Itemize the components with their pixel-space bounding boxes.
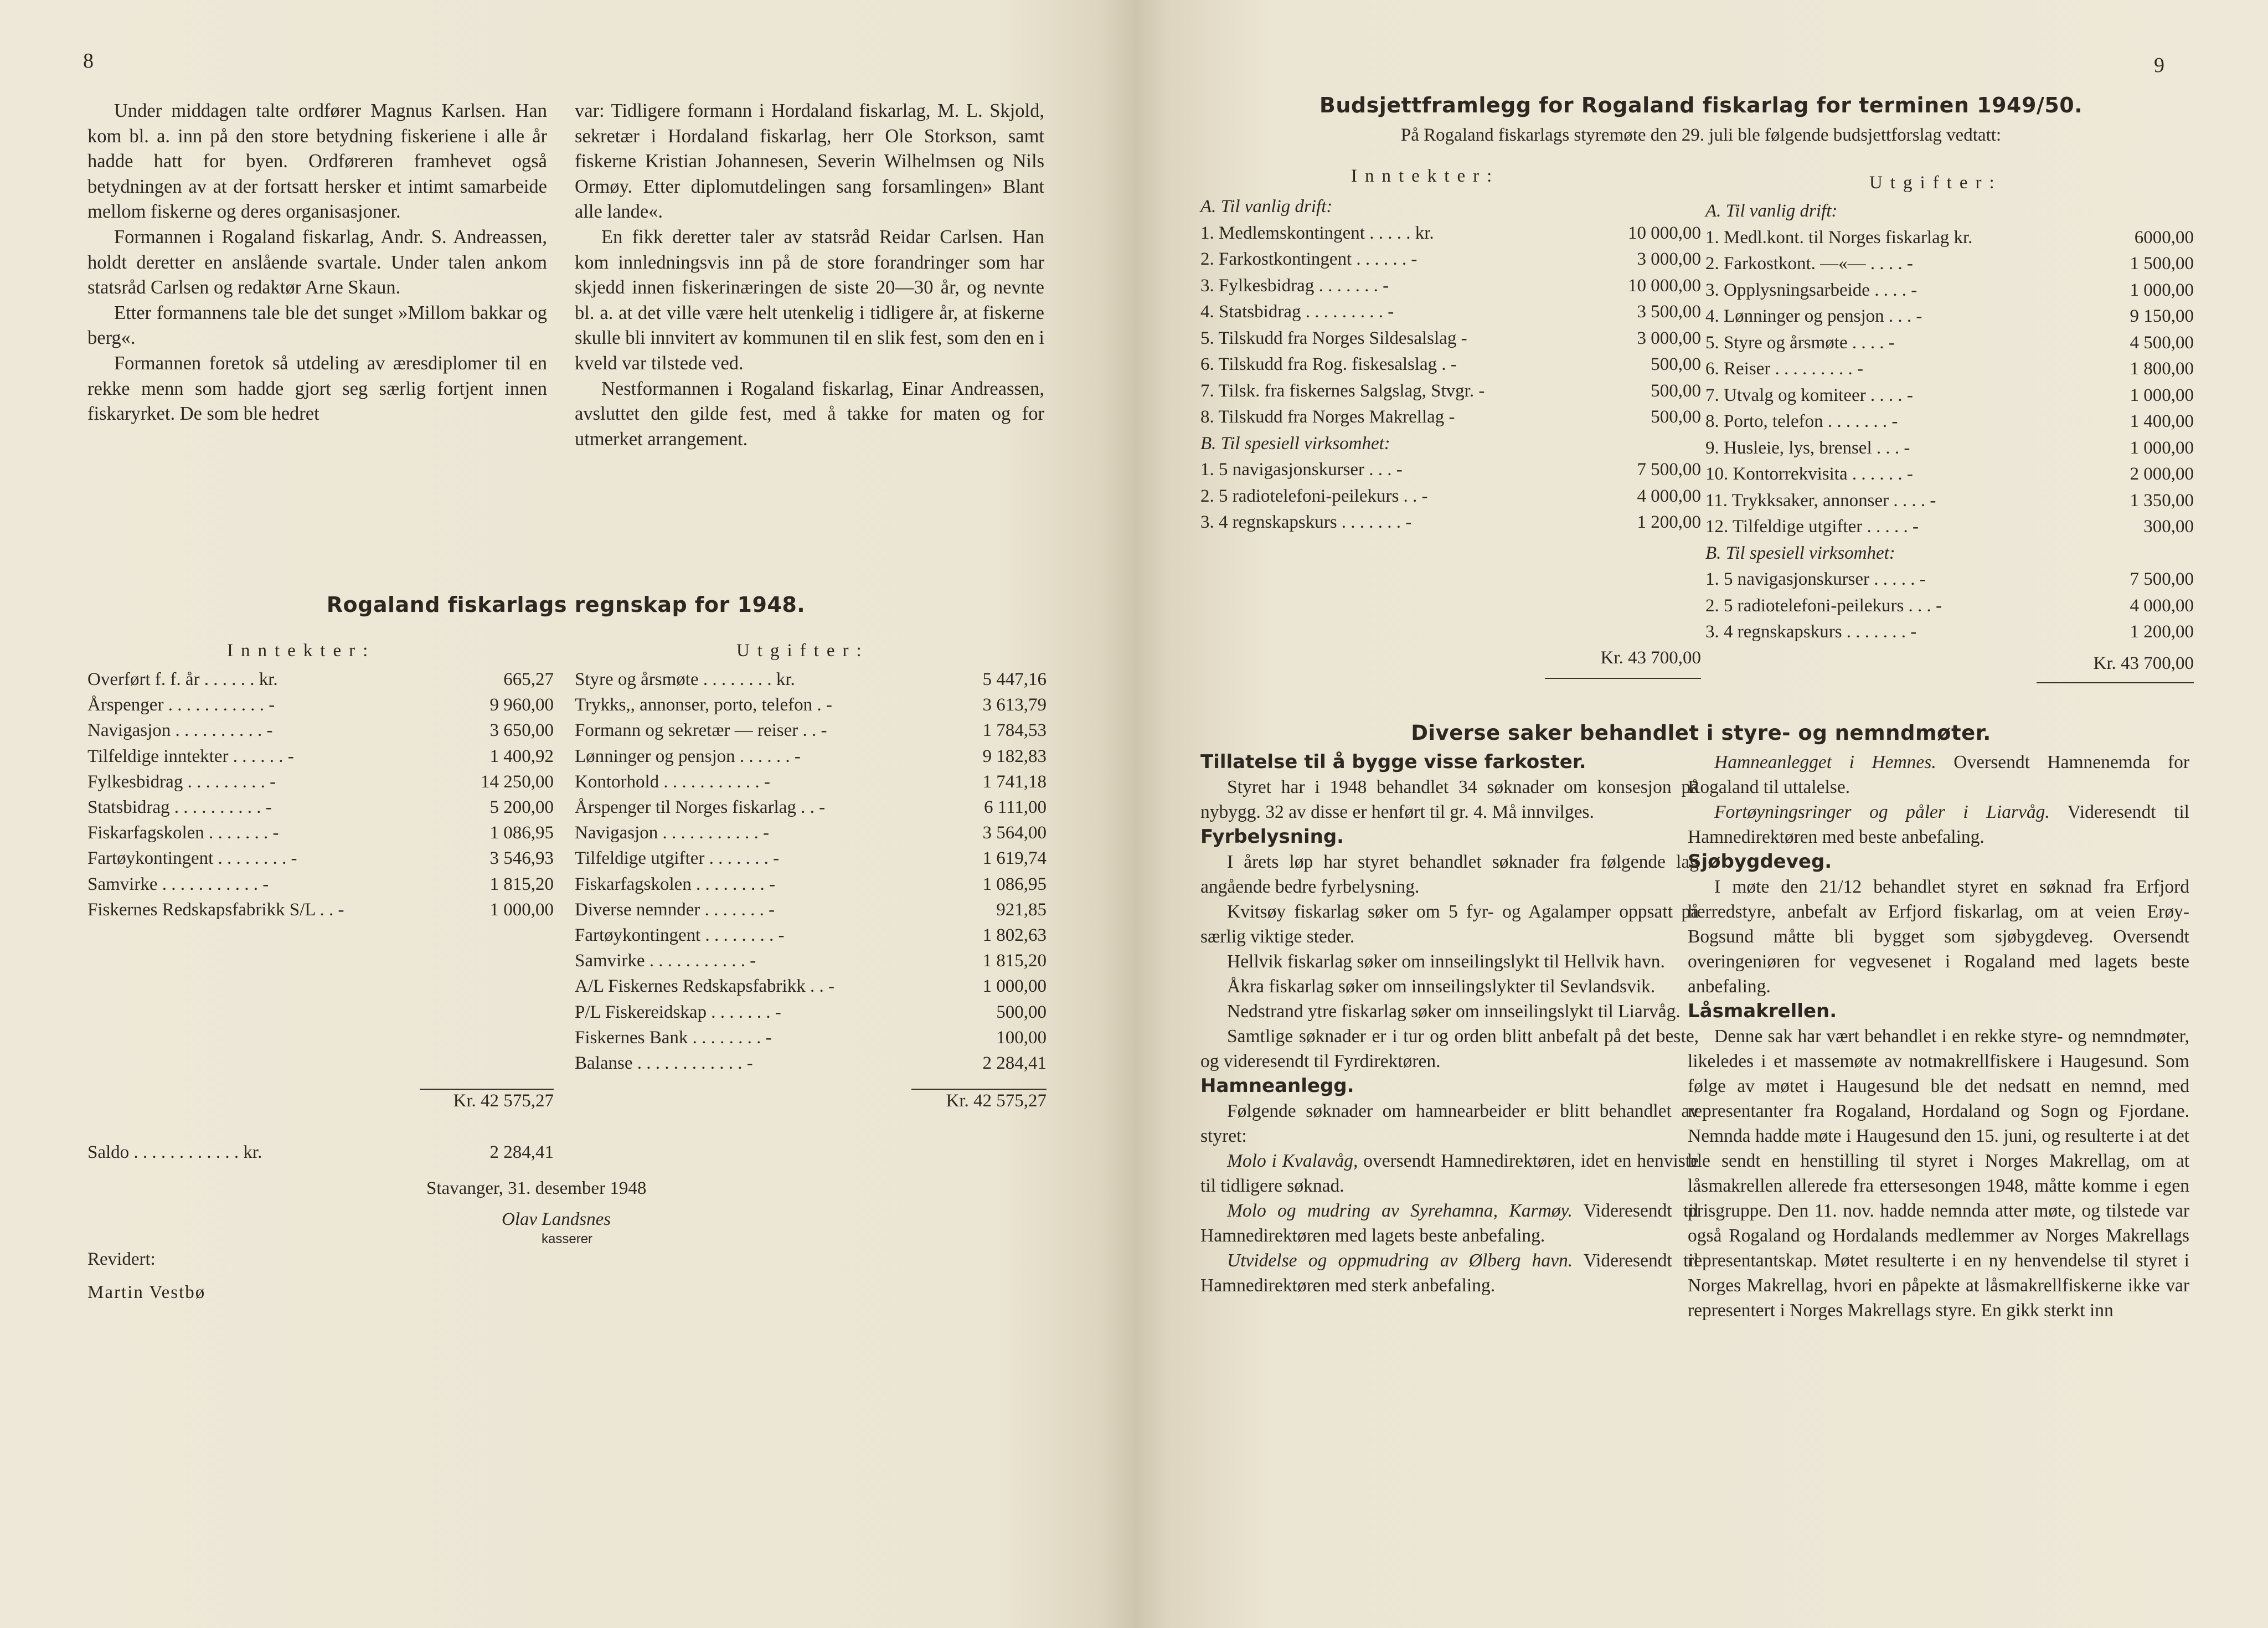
table-row — [87, 897, 554, 923]
row-amount: 500,00 — [996, 1002, 1047, 1022]
table-row — [1200, 299, 1701, 324]
table-row — [1200, 431, 1701, 456]
audited-label: Revidert: — [87, 1249, 156, 1269]
row-amount: 5 200,00 — [489, 797, 554, 817]
saldo-row — [87, 1140, 554, 1165]
row-amount: 3 500,00 — [1637, 302, 1701, 322]
accounts-income-total: Kr. 42 575,27 — [453, 1091, 554, 1111]
paragraph: Under middagen talte ordfører Magnus Karlsen. Han kom bl. a. inn på den store betydning fiskeriene i alle år hadde hatt for byen. Ordføreren framhevet også betydningen av at der fortsatt hersker et intimt samarbeide mellom fiskerne og deres organisasjoner. — [87, 100, 547, 223]
saldo-label: Saldo . . . . . . . . . . . . kr. — [87, 1142, 262, 1162]
paragraph: Åkra fiskarlag søker om innseilingslykter til Sevlandsvik. — [1227, 976, 1656, 997]
paragraph: Følgende søknader om hamnearbeider er blitt behandlet av styret: — [1200, 1101, 1699, 1146]
paragraph: Formannen foretok så utdeling av æresdiplomer til en rekke menn som hadde gjort seg særlig fortjent innen fiskaryrket. De som ble hedret — [87, 352, 547, 425]
paragraph: var: Tidligere formann i Hordaland fiskarlag, M. L. Skjold, sekretær i Hordaland fiskarlag, herr Ole Storkson, samt fiskerne Kristian Johannesen, Severin Wilhelmsen og Nils Ormøy. Etter diplomutdelingen sang forsamlingen» Blant alle lande«. — [575, 100, 1044, 223]
row-label: Fiskernes Bank . . . . . . . . - — [575, 1027, 772, 1048]
row-amount: 1 500,00 — [2130, 254, 2194, 274]
row-label: 1. 5 navigasjonskurser . . . . . - — [1705, 569, 1926, 589]
table-row — [1705, 593, 2194, 619]
row-label: 4. Lønninger og pensjon . . . - — [1705, 306, 1922, 326]
table-row — [575, 769, 1047, 795]
accounts-expense-total: Kr. 42 575,27 — [946, 1091, 1047, 1111]
table-row — [575, 973, 1047, 999]
table-row — [87, 667, 554, 692]
row-amount: 10 000,00 — [1628, 275, 1701, 296]
row-amount: 921,85 — [996, 899, 1047, 920]
row-amount: 1 802,63 — [982, 925, 1047, 945]
paragraph-text: Oversendt Hamnenemda for Rogaland til uttalelse. — [1688, 752, 2190, 797]
row-label: 11. Trykksaker, annonser . . . . - — [1705, 490, 1936, 511]
row-amount: 1 086,95 — [489, 823, 554, 843]
paragraph: Styret har i 1948 behandlet 34 søknader om konsesjon på nybygg. 32 av disse er henført til gr. 4. Må innvilges. — [1200, 777, 1699, 822]
paragraph — [1200, 1248, 1699, 1298]
row-label: B. Til spesiell virksomhet: — [1200, 433, 1390, 454]
table-row — [575, 744, 1047, 769]
paragraph-text: Videresendt til Hamnedirektøren med beste anbefaling. — [1688, 802, 2189, 847]
section-heading: Låsmakrellen. — [1688, 1000, 1837, 1022]
table-row — [87, 820, 554, 846]
row-label: Statsbidrag . . . . . . . . . . - — [87, 797, 272, 817]
row-label: 8. Porto, telefon . . . . . . . - — [1705, 411, 1898, 431]
row-amount: 3 613,79 — [982, 695, 1047, 715]
row-amount: 665,27 — [503, 669, 554, 689]
row-label: Samvirke . . . . . . . . . . . - — [575, 951, 756, 971]
row-amount: 1 000,00 — [489, 899, 554, 920]
row-amount: 9 960,00 — [489, 695, 554, 715]
row-label: Fylkesbidrag . . . . . . . . . - — [87, 771, 276, 792]
row-label: 1. 5 navigasjonskurser . . . - — [1200, 460, 1403, 480]
row-label: 5. Styre og årsmøte . . . . - — [1705, 332, 1895, 353]
table-row — [1705, 383, 2194, 408]
row-amount: 14 250,00 — [481, 771, 554, 792]
row-label: 6. Tilskudd fra Rog. fiskesalslag . - — [1200, 354, 1457, 374]
table-row — [87, 744, 554, 769]
table-row — [575, 897, 1047, 923]
row-amount: 1 800,00 — [2130, 359, 2194, 379]
auditor-name: Martin Vestbø — [87, 1282, 206, 1302]
row-amount: 500,00 — [1651, 380, 1701, 401]
table-row — [1200, 457, 1701, 482]
row-amount: 3 000,00 — [1637, 328, 1701, 348]
row-amount: 500,00 — [1651, 407, 1701, 427]
table-row — [87, 718, 554, 743]
budget-income-header: Inntekter: — [1351, 166, 1500, 186]
budget-income-rule — [1545, 678, 1701, 679]
table-row — [1705, 225, 2194, 250]
row-label: Samvirke . . . . . . . . . . . - — [87, 874, 269, 894]
row-label: B. Til spesiell virksomhet: — [1705, 543, 1895, 563]
table-row — [1200, 509, 1701, 535]
left-text-column-1 — [87, 99, 547, 427]
row-label: 2. 5 radiotelefoni-peilekurs . . . - — [1705, 595, 1942, 616]
table-row — [1705, 540, 2194, 566]
row-label: 12. Tilfeldige utgifter . . . . . - — [1705, 517, 1919, 537]
paragraph: I møte den 21/12 behandlet styret en søknad fra Erfjord herredstyre, anbefalt av Erfjord fiskarlag, om at veien Erøy-Bogsund måtte bli bygget som sjøbygdeveg. Oversendt overingeniøren for vegvesenet i Rogaland med lagets beste anbefaling. — [1688, 877, 2189, 997]
place-name: Fortøyningsringer og påler i Liarvåg. — [1714, 802, 2050, 822]
table-row — [1200, 326, 1701, 351]
signatory-name: Olav Landsnes — [502, 1209, 611, 1229]
table-row — [87, 769, 554, 795]
paragraph: Nedstrand ytre fiskarlag søker om innseilingslykt til Liarvåg. — [1227, 1001, 1681, 1022]
income-total-rule — [420, 1089, 554, 1090]
accounts-income-header: Inntekter: — [227, 641, 376, 661]
table-row — [1705, 303, 2194, 329]
row-label: Overført f. f. år . . . . . . kr. — [87, 669, 278, 689]
row-label: A. Til vanlig drift: — [1705, 201, 1838, 221]
row-label: Styre og årsmøte . . . . . . . . kr. — [575, 669, 795, 689]
budget-title: Budsjettframlegg for Rogaland fiskarlag for terminen 1949/50. — [1319, 93, 2083, 117]
row-amount: 1 741,18 — [982, 771, 1047, 792]
row-label: 3. 4 regnskapskurs . . . . . . . - — [1705, 622, 1917, 642]
row-amount: 1 400,92 — [489, 746, 554, 766]
row-label: 2. Farkostkontingent . . . . . . - — [1200, 249, 1418, 269]
row-amount: 4 500,00 — [2130, 332, 2194, 353]
paragraph: Hellvik fiskarlag søker om innseilingslykt til Hellvik havn. — [1227, 951, 1665, 972]
row-amount: 1 200,00 — [1637, 512, 1701, 532]
table-row — [575, 872, 1047, 897]
table-row — [575, 1000, 1047, 1025]
row-label: 3. 4 regnskapskurs . . . . . . . - — [1200, 512, 1412, 532]
row-amount: 1 086,95 — [982, 874, 1047, 894]
row-amount: 300,00 — [2143, 517, 2194, 537]
row-amount: 5 447,16 — [982, 669, 1047, 689]
paragraph-text: oversendt Hamnedirektøren, idet en henviste til tidligere søknad. — [1200, 1151, 1699, 1196]
table-row — [575, 948, 1047, 973]
table-row — [575, 1050, 1047, 1076]
row-amount: 1 815,20 — [982, 951, 1047, 971]
budget-income-total: Kr. 43 700,00 — [1600, 648, 1701, 668]
table-row — [575, 718, 1047, 743]
row-label: Balanse . . . . . . . . . . . . - — [575, 1053, 753, 1073]
row-amount: 7 500,00 — [2130, 569, 2194, 589]
right-text-column-2 — [1688, 750, 2189, 1323]
row-label: Diverse nemnder . . . . . . . - — [575, 899, 775, 920]
table-row — [1705, 566, 2194, 592]
paragraph — [1200, 1198, 1699, 1248]
row-amount: 1 000,00 — [982, 976, 1047, 997]
row-amount: 1 815,20 — [489, 874, 554, 894]
table-row — [575, 923, 1047, 948]
place-date: Stavanger, 31. desember 1948 — [426, 1178, 647, 1198]
row-label: 10. Kontorrekvisita . . . . . . - — [1705, 464, 1913, 484]
paragraph: Formannen i Rogaland fiskarlag, Andr. S. Andreassen, holdt deretter en anslående svartale. Under talen ankom statsråd Carlsen og redaktør Arne Skaun. — [87, 226, 547, 298]
row-label: 2. Farkostkont. —«— . . . . - — [1705, 254, 1913, 274]
row-label: 3. Opplysningsarbeide . . . . - — [1705, 280, 1918, 300]
row-amount: 3 650,00 — [489, 720, 554, 741]
place-name: Utvidelse og oppmudring av Ølberg havn. — [1227, 1250, 1573, 1271]
table-row — [1705, 277, 2194, 303]
misc-title: Diverse saker behandlet i styre- og nemndmøter. — [1411, 721, 1991, 745]
row-label: Fiskarfagskolen . . . . . . . - — [87, 823, 279, 843]
table-row — [87, 846, 554, 871]
paragraph — [1688, 750, 2189, 800]
table-row — [1705, 461, 2194, 487]
table-row — [1200, 378, 1701, 404]
table-row — [1705, 409, 2194, 434]
row-amount: 1 400,00 — [2130, 411, 2194, 431]
row-amount: 9 150,00 — [2130, 306, 2194, 326]
row-label: Navigasjon . . . . . . . . . . . - — [575, 823, 770, 843]
row-amount: 10 000,00 — [1628, 223, 1701, 243]
row-label: Fiskernes Redskapsfabrikk S/L . . - — [87, 899, 344, 920]
table-row — [1705, 619, 2194, 645]
row-label: Årspenger til Norges fiskarlag . . - — [575, 797, 826, 817]
table-row — [1200, 404, 1701, 430]
row-label: 7. Utvalg og komiteer . . . . - — [1705, 385, 1913, 405]
place-name: Molo og mudring av Syrehamna, Karmøy. — [1227, 1201, 1573, 1221]
row-label: A. Til vanlig drift: — [1200, 197, 1333, 217]
row-label: Tilfeldige utgifter . . . . . . . - — [575, 848, 780, 869]
table-row — [575, 795, 1047, 820]
row-label: Fartøykontingent . . . . . . . . - — [575, 925, 785, 945]
row-label: Fiskarfagskolen . . . . . . . . - — [575, 874, 776, 894]
row-amount: 2 000,00 — [2130, 464, 2194, 484]
paragraph-text: Videresendt til Hamnedirektøren med sterk anbefaling. — [1200, 1250, 1699, 1296]
row-amount: 3 000,00 — [1637, 249, 1701, 269]
row-amount: 3 546,93 — [489, 848, 554, 869]
table-row — [1705, 251, 2194, 276]
row-amount: 9 182,83 — [982, 746, 1047, 766]
paragraph: Etter formannens tale ble det sunget »Millom bakkar og berg«. — [87, 302, 547, 349]
row-amount: 1 000,00 — [2130, 437, 2194, 458]
row-label: Lønninger og pensjon . . . . . . - — [575, 746, 801, 766]
row-label: 8. Tilskudd fra Norges Makrellag - — [1200, 407, 1455, 427]
left-text-column-2 — [575, 99, 1044, 452]
table-row — [87, 795, 554, 820]
row-amount: 4 000,00 — [1637, 486, 1701, 506]
right-page — [1134, 0, 2268, 1628]
row-label: Trykks,, annonser, porto, telefon . - — [575, 695, 832, 715]
row-label: 3. Fylkesbidrag . . . . . . . - — [1200, 275, 1389, 296]
table-row — [1705, 198, 2194, 224]
row-amount: 1 784,53 — [982, 720, 1047, 741]
budget-expense-header: Utgifter: — [1869, 173, 2002, 193]
row-label: 5. Tilskudd fra Norges Sildesalslag - — [1200, 328, 1467, 348]
expense-total-rule — [911, 1089, 1047, 1090]
paragraph: Samtlige søknader er i tur og orden blitt anbefalt på det beste, og videresendt til Fyrdirektøren. — [1200, 1026, 1699, 1071]
row-label: 9. Husleie, lys, brensel . . . - — [1705, 437, 1910, 458]
section-heading: Sjøbygdeveg. — [1688, 851, 1832, 873]
row-label: 4. Statsbidrag . . . . . . . . . - — [1200, 302, 1394, 322]
table-row — [87, 872, 554, 897]
table-row — [1200, 352, 1701, 377]
table-row — [1705, 330, 2194, 356]
row-amount: 3 564,00 — [982, 823, 1047, 843]
row-label: Tilfeldige inntekter . . . . . . - — [87, 746, 294, 766]
table-row — [575, 1025, 1047, 1050]
row-label: Årspenger . . . . . . . . . . . - — [87, 695, 275, 715]
budget-expense-rule — [2037, 682, 2194, 683]
paragraph-text: Videresendt til Hamnedirektøren med lagets beste anbefaling. — [1200, 1201, 1699, 1246]
section-heading: Fyrbelysning. — [1200, 826, 1344, 848]
row-label: A/L Fiskernes Redskapsfabrikk . . - — [575, 976, 834, 997]
paragraph — [1200, 1148, 1699, 1198]
section-heading: Tillatelse til å bygge visse farkoster. — [1200, 751, 1586, 773]
right-text-column-1 — [1200, 750, 1699, 1298]
row-amount: 100,00 — [996, 1027, 1047, 1048]
table-row — [575, 667, 1047, 692]
row-label: Kontorhold . . . . . . . . . . . - — [575, 771, 770, 792]
place-name: Molo i Kvalavåg, — [1227, 1151, 1358, 1171]
table-row — [87, 692, 554, 718]
paragraph: En fikk deretter taler av statsråd Reidar Carlsen. Han kom innledningsvis inn på de store forandringer som har skjedd innen fiskerinæringen de siste 20—30 år, og nevnte bl. a. at det ville være helt utenkelig i tidligere år, at fiskerne skulle bli innvitert av kommunen til en slik fest, som den en i kveld var tilstede ved. — [575, 226, 1044, 374]
row-amount: 1 350,00 — [2130, 490, 2194, 511]
paragraph: Nestformannen i Rogaland fiskarlag, Einar Andreassen, avsluttet den gilde fest, med å takke for maten og for utmerket arrangement. — [575, 378, 1044, 450]
row-label: 7. Tilsk. fra fiskernes Salgslag, Stvgr. - — [1200, 380, 1485, 401]
row-label: 6. Reiser . . . . . . . . . - — [1705, 359, 1864, 379]
row-amount: 7 500,00 — [1637, 460, 1701, 480]
row-label: 1. Medl.kont. til Norges fiskarlag kr. — [1705, 227, 1973, 248]
paragraph — [1688, 800, 2189, 849]
row-amount: 4 000,00 — [2130, 595, 2194, 616]
row-amount: 6000,00 — [2134, 227, 2194, 248]
row-label: Formann og sekretær — reiser . . - — [575, 720, 827, 741]
row-amount: 6 111,00 — [983, 797, 1047, 817]
paragraph: Kvitsøy fiskarlag søker om 5 fyr- og Agalamper oppsatt på særlig viktige steder. — [1200, 901, 1699, 947]
paragraph: Denne sak har vært behandlet i en rekke styre- og nemndmøter, likeledes i et massemøte av notmakrellfiskere i Haugesund. Som følge av møtet i Haugesund ble det nedsatt en nemnd, med representanter fra Rogaland, Hordaland og Sogn og Fjordane. Nemnda hadde møte i Haugesund den 15. juni, og resulterte i at det ble sendt en henstilling til styret i Norges Makrellag, om at låsmakrellen allerede fra ettersesongen 1948, måtte komme i egen prisgruppe. Den 11. nov. hadde nemnda atter møte, og tilstede var også Rogaland og Hordalands medlemmer av Norges Makrellags representantskap. Møtet resulterte i en ny henvendelse til styret i Norges Makrellag, hvori en påpekte at låsmakrellfiskerne ikke var representert i Norges Makrellags styre. En gikk sterkt inn — [1688, 1026, 2189, 1321]
table-row — [575, 846, 1047, 871]
row-label: P/L Fiskereidskap . . . . . . . - — [575, 1002, 781, 1022]
table-row — [1200, 220, 1701, 246]
page-number-right: 9 — [2154, 54, 2164, 77]
page-number-left: 8 — [83, 49, 94, 73]
row-label: Navigasjon . . . . . . . . . . - — [87, 720, 273, 741]
paragraph: I årets løp har styret behandlet søknader fra følgende lag angående bedre fyrbelysning. — [1200, 852, 1699, 897]
row-amount: 2 284,41 — [982, 1053, 1047, 1073]
row-amount: 500,00 — [1651, 354, 1701, 374]
budget-expense-total: Kr. 43 700,00 — [2093, 653, 2194, 673]
row-amount: 1 000,00 — [2130, 280, 2194, 300]
row-amount: 1 200,00 — [2130, 622, 2194, 642]
row-label: 1. Medlemskontingent . . . . . kr. — [1200, 223, 1434, 243]
table-row — [1705, 514, 2194, 539]
accounts-title: Rogaland fiskarlags regnskap for 1948. — [326, 593, 806, 617]
table-row — [1200, 273, 1701, 298]
table-row — [1200, 246, 1701, 272]
row-label: Fartøykontingent . . . . . . . . - — [87, 848, 297, 869]
row-amount: 1 000,00 — [2130, 385, 2194, 405]
section-heading: Hamneanlegg. — [1200, 1075, 1354, 1097]
table-row — [1705, 356, 2194, 382]
table-row — [1200, 483, 1701, 509]
table-row — [575, 820, 1047, 846]
budget-subtitle: På Rogaland fiskarlags styremøte den 29. juli ble følgende budsjettforslag vedtatt: — [1400, 125, 2002, 145]
saldo-amount: 2 284,41 — [489, 1142, 554, 1162]
table-row — [575, 692, 1047, 718]
row-amount: 1 619,74 — [982, 848, 1047, 869]
accounts-expense-header: Utgifter: — [736, 641, 869, 661]
row-label: 2. 5 radiotelefoni-peilekurs . . - — [1200, 486, 1428, 506]
signatory-role: kasserer — [542, 1232, 593, 1246]
table-row — [1705, 488, 2194, 513]
table-row — [1200, 194, 1701, 219]
table-row — [1705, 435, 2194, 461]
place-name: Hamneanlegget i Hemnes. — [1714, 752, 1936, 772]
